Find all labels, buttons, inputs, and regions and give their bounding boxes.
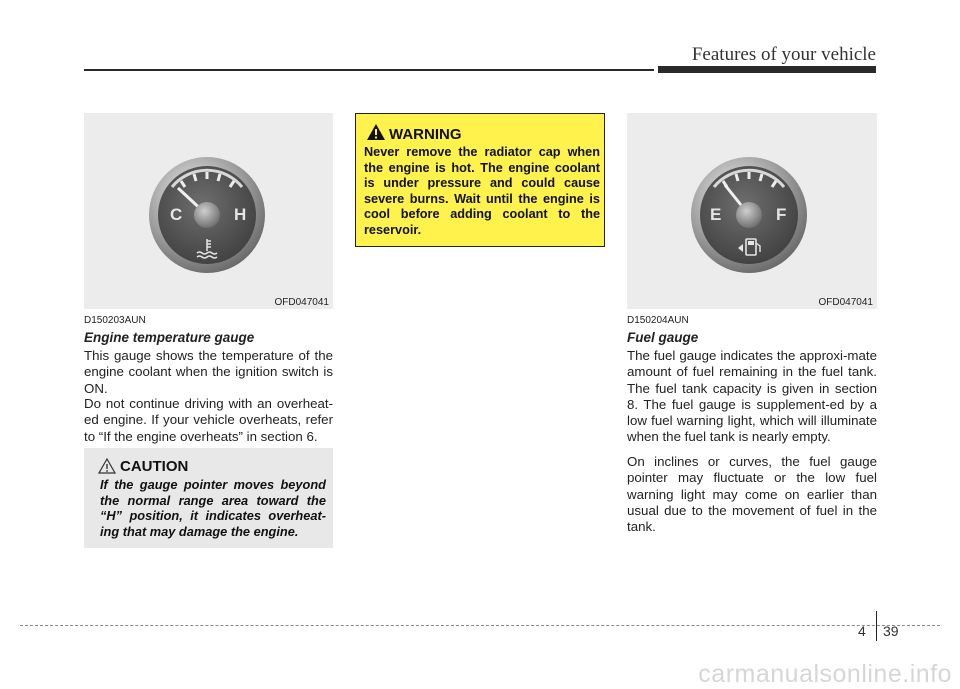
- watermark: carmanualsonline.info: [698, 660, 952, 688]
- body-paragraph: The fuel gauge indicates the approxi-mate amount of fuel remaining in the fuel tank. The fuel tank capacity is given in section 8. The fuel gauge is supplement-ed by a low fuel warning light, which will illuminate when the fuel tank is nearly empty.: [627, 348, 877, 445]
- section-subheading: Engine temperature gauge: [84, 330, 255, 345]
- caution-text: If the gauge pointer moves beyond the normal range area toward the “H” position, it indicates overheat-ing that may damage the engine.: [100, 477, 326, 539]
- gauge-low-label: C: [170, 205, 183, 224]
- footer-divider: [20, 625, 940, 626]
- temperature-gauge-illustration: [84, 113, 333, 309]
- chapter-number: 4: [858, 623, 866, 639]
- fuel-gauge-illustration: [627, 113, 877, 309]
- figure-code: OFD047041: [818, 297, 873, 308]
- caution-triangle-icon: [98, 458, 116, 474]
- gauge-high-label: F: [776, 205, 787, 224]
- warning-text: Never remove the radiator cap when the engine is hot. The engine coolant is under pressure and could cause severe burns. Wait until the engine is cool before adding coolant to the reservoir.: [364, 145, 600, 237]
- gauge-high-label: H: [234, 205, 247, 224]
- section-subheading: Fuel gauge: [627, 330, 699, 345]
- temperature-gauge-figure: [84, 113, 333, 309]
- fuel-gauge-figure: [627, 113, 877, 309]
- page-number-separator: [876, 611, 877, 641]
- warning-title: WARNING: [389, 126, 462, 143]
- header-rule: [84, 69, 654, 71]
- figure-code: OFD047041: [274, 297, 329, 308]
- header-title: Features of your vehicle: [691, 44, 876, 65]
- caution-box: [84, 448, 333, 548]
- body-paragraph: Do not continue driving with an overheat-ed engine. If your vehicle overheats, refer to “If the engine overheats” in section 6.: [84, 396, 333, 444]
- caution-title: CAUTION: [120, 458, 189, 475]
- page-number: 39: [883, 623, 899, 639]
- doc-code: D150204AUN: [627, 315, 689, 326]
- body-paragraph: On inclines or curves, the fuel gauge pointer may fluctuate or the low fuel warning light may come on earlier than usual due to the movement of fuel in the tank.: [627, 454, 877, 535]
- body-paragraph: This gauge shows the temperature of the engine coolant when the ignition switch is ON.: [84, 348, 333, 396]
- warning-box: [355, 113, 605, 247]
- warning-triangle-icon: [366, 123, 386, 141]
- header-tab-bar: [658, 66, 876, 73]
- gauge-low-label: E: [710, 205, 722, 224]
- doc-code: D150203AUN: [84, 315, 146, 326]
